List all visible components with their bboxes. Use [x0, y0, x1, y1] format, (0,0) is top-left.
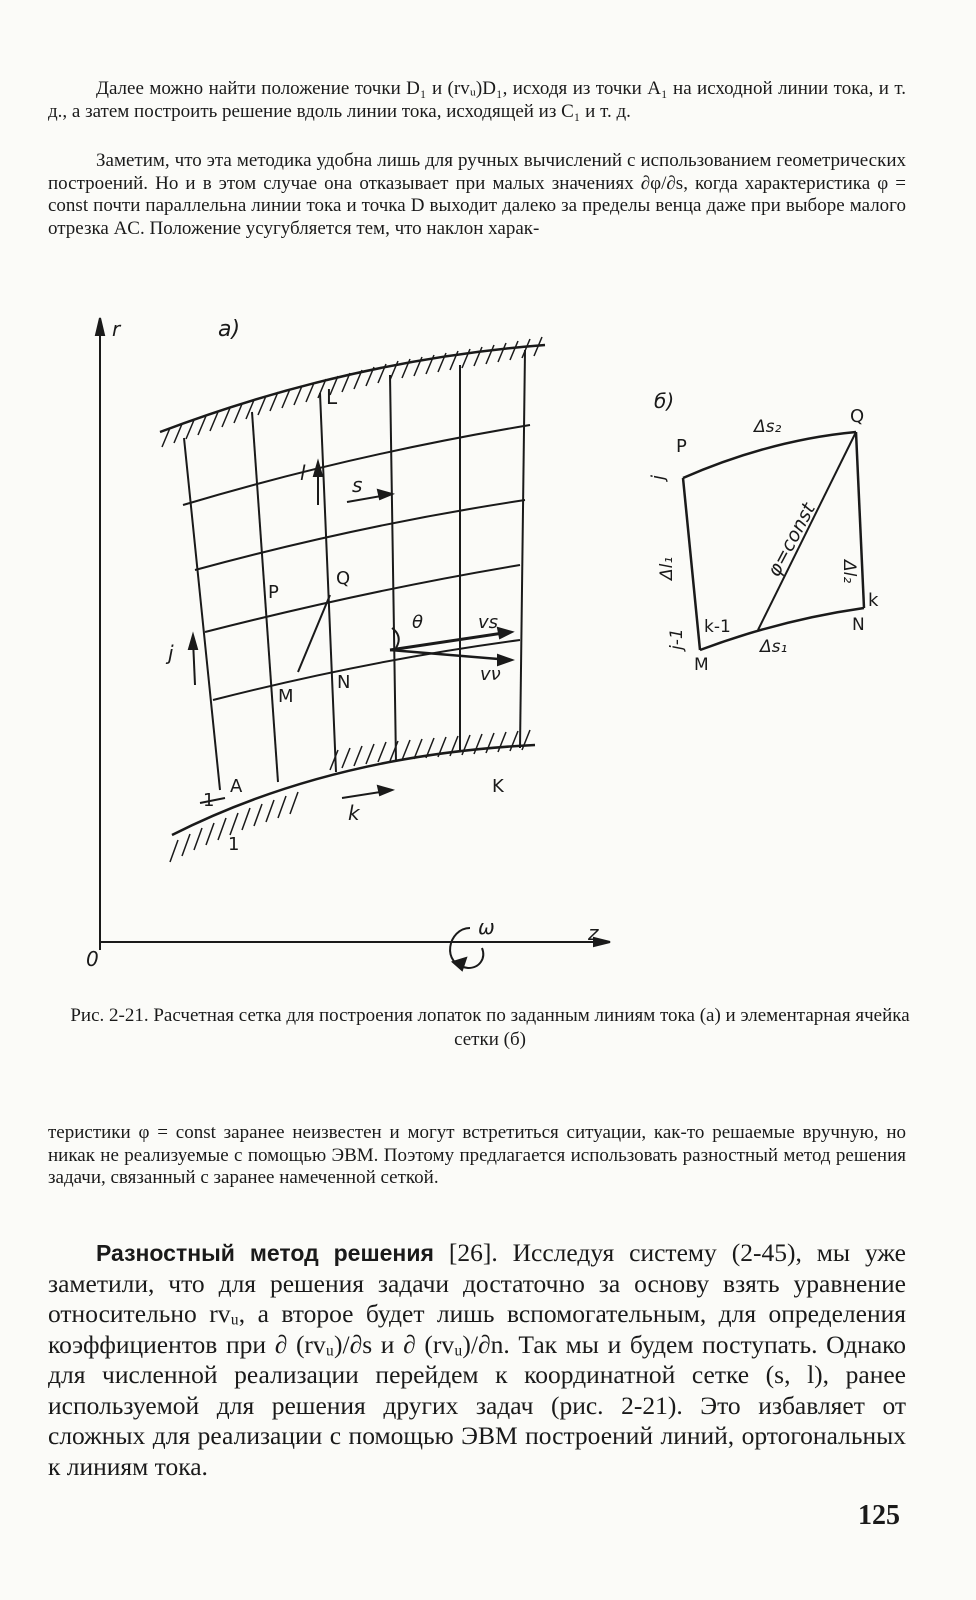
j-label: j: [648, 474, 669, 480]
dir-l-label: l: [300, 461, 306, 485]
point-A: A: [230, 776, 243, 797]
one-bottom-label: 1: [228, 834, 240, 855]
figure-2-21: [0, 300, 976, 1000]
dl2-label: Δl₂: [839, 560, 859, 584]
point-P: P: [268, 582, 279, 603]
paragraph-3: теристики φ = const заранее неизвестен и могут встретиться ситуации, как-то решаемые вручную, но никак не реализуемые с помощью ЭВМ. Поэтому предлагается использовать разностный метод решения задачи, связанный с заранее намеченной сеткой.: [48, 1122, 906, 1188]
one-left-label: 1: [203, 790, 215, 811]
axis-z-label: z: [588, 921, 599, 945]
axis-r-label: r: [112, 317, 121, 341]
vs-label: vs: [478, 612, 499, 633]
section-heading: Разностный метод решения: [96, 1240, 434, 1266]
cell-M: M: [694, 655, 709, 675]
cell-Q: Q: [850, 406, 865, 427]
point-N: N: [337, 672, 351, 693]
ds1-label: Δs₁: [760, 637, 788, 657]
cell-P: P: [676, 436, 687, 457]
point-L: L: [326, 385, 338, 409]
page-number: 125: [858, 1500, 900, 1531]
point-Q: Q: [336, 568, 351, 589]
dir-s-label: s: [352, 473, 363, 497]
omega-label: ω: [478, 915, 495, 939]
dir-k-label: k: [348, 801, 360, 825]
cell-N: N: [852, 615, 865, 635]
origin-label: 0: [86, 947, 99, 971]
dl1-label: Δl₁: [657, 556, 677, 580]
theta-label: θ: [412, 612, 424, 633]
point-M: M: [278, 686, 294, 707]
upper-wall: [160, 345, 545, 432]
phi-const-label: φ=const: [762, 499, 820, 581]
k-label: k: [868, 590, 879, 611]
paragraph-4-body: [26]. Исследуя систему (2-45), мы уже заметили, что для решения задачи достаточно за основу взять уравнение относительно rvᵤ, а второе будет лишь вспомогательным, для определения коэффициентов при ∂ (rvᵤ)/∂s и ∂ (rvᵤ)/∂n. Так мы и будем поступать. Однако для численной реализации перейдем к координатной сетке (s, l), ранее используемой для решения других задач (рис. 2-21). Это избавляет от сложных для реализации с помощью ЭВМ построений линий, ортогональных к линиям тока.: [48, 1238, 906, 1481]
vv-label: vν: [480, 664, 501, 685]
point-K: K: [492, 776, 504, 797]
ds2-label: Δs₂: [754, 417, 782, 437]
paragraph-4: [48, 1238, 906, 1482]
dir-j-label: j: [168, 641, 174, 665]
paragraph-1: Далее можно найти положение точки D₁ и (rvᵤ)D₁, исходя из точки A₁ на исходной линии тока, и т. д., а затем построить решение вдоль линии тока, исходящей из C₁ и т. д.: [48, 78, 906, 122]
figure-caption: Рис. 2-21. Расчетная сетка для построения лопаток по заданным линиям тока (а) и элементарная ячейка сетки (б): [70, 1005, 910, 1050]
paragraph-2: Заметим, что эта методика удобна лишь для ручных вычислений с использованием геометрических построений. Но и в этом случае она отказывает при малых значениях ∂φ/∂s, когда характеристика φ = const почти параллельна линии тока и точка D выходит далеко за пределы венца даже при выборе малого отрезка AC. Положение усугубляется тем, что наклон харак-: [48, 150, 906, 239]
j-minus-1-label: j-1: [667, 628, 687, 650]
panel-b-label: б): [654, 389, 675, 413]
panel-a-label: а): [218, 317, 241, 342]
k-minus-1-label: k-1: [704, 617, 731, 637]
